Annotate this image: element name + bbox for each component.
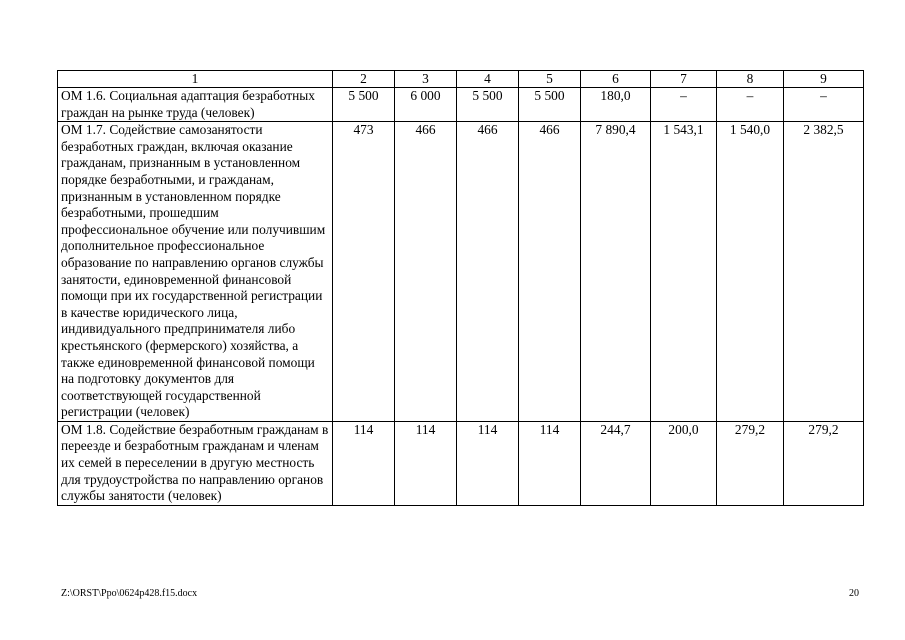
column-header: 9	[784, 71, 864, 88]
measure-name-cell: ОМ 1.8. Содействие безработным гражданам в переезде и безработным гражданам и членам их семей в переселении в другую местность для трудоустройства по направлению органов службы занятости (человек)	[58, 421, 333, 505]
value-cell: 5 500	[457, 88, 519, 122]
value-cell: 114	[395, 421, 457, 505]
column-header: 5	[519, 71, 581, 88]
value-cell: 200,0	[651, 421, 717, 505]
column-header: 4	[457, 71, 519, 88]
column-header: 6	[581, 71, 651, 88]
value-cell: 114	[333, 421, 395, 505]
value-cell: 279,2	[717, 421, 784, 505]
value-cell: 6 000	[395, 88, 457, 122]
value-cell: 7 890,4	[581, 122, 651, 422]
value-cell: 279,2	[784, 421, 864, 505]
table-row	[58, 421, 864, 505]
value-cell: –	[717, 88, 784, 122]
value-cell: 244,7	[581, 421, 651, 505]
value-cell: 473	[333, 122, 395, 422]
column-header: 8	[717, 71, 784, 88]
column-header: 3	[395, 71, 457, 88]
value-cell: 5 500	[333, 88, 395, 122]
footer-file-path: Z:\ORST\Ppo\0624p428.f15.docx	[61, 588, 198, 599]
value-cell: 1 540,0	[717, 122, 784, 422]
value-cell: 466	[457, 122, 519, 422]
value-cell: 2 382,5	[784, 122, 864, 422]
value-cell: 114	[519, 421, 581, 505]
value-cell: 466	[395, 122, 457, 422]
table-header-row	[58, 71, 864, 88]
footer-page-number: 20	[849, 588, 859, 599]
table-row	[58, 122, 864, 422]
column-header: 2	[333, 71, 395, 88]
value-cell: 1 543,1	[651, 122, 717, 422]
measure-name-cell: ОМ 1.6. Социальная адаптация безработных граждан на рынке труда (человек)	[58, 88, 333, 122]
table-row	[58, 88, 864, 122]
value-cell: 180,0	[581, 88, 651, 122]
measure-name-cell: ОМ 1.7. Содействие самозанятости безработных граждан, включая оказание гражданам, признанным в установленном порядке безработными, и гражданам, признанным в установленном порядке безработными, прошедшим профессиональное обучение или получившим дополнительное профессиональное образование по направлению органов службы занятости, единовременной финансовой помощи при их государственной регистрации в качестве юридического лица, индивидуального предпринимателя либо крестьянского (фермерского) хозяйства, а также единовременной финансовой помощи на подготовку документов для соответствующей государственной регистрации (человек)	[58, 122, 333, 422]
column-header: 1	[58, 71, 333, 88]
value-cell: 114	[457, 421, 519, 505]
value-cell: –	[784, 88, 864, 122]
data-table	[57, 70, 864, 506]
value-cell: 5 500	[519, 88, 581, 122]
value-cell: 466	[519, 122, 581, 422]
column-header: 7	[651, 71, 717, 88]
value-cell: –	[651, 88, 717, 122]
